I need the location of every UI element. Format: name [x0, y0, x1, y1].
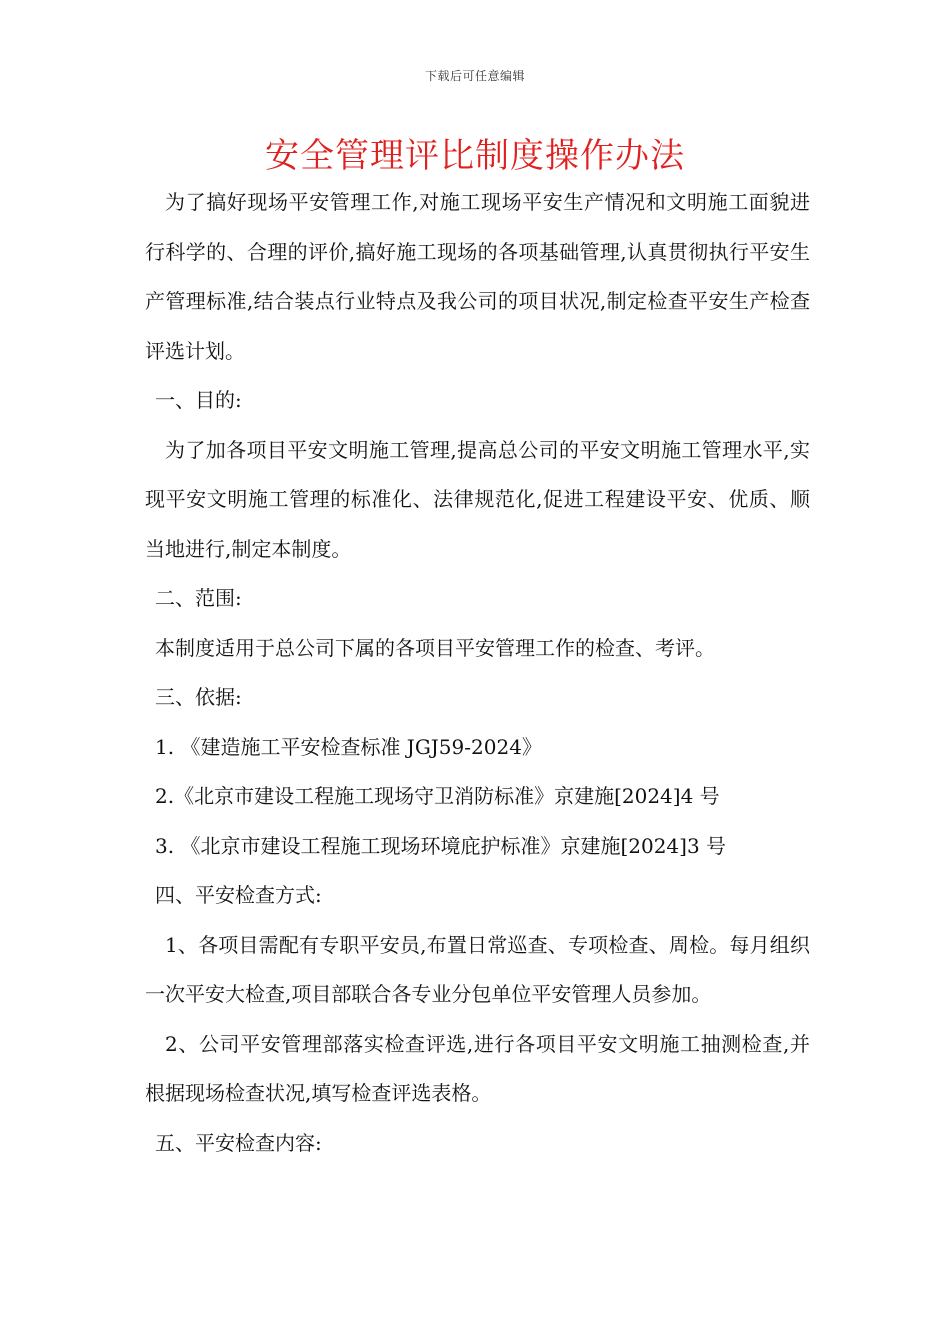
section-2-body: 本制度适用于总公司下属的各项目平安管理工作的检查、考评。 — [155, 635, 715, 660]
section-1-heading: 一、目的: — [155, 388, 242, 412]
header-note: 下载后可任意编辑 — [424, 69, 525, 83]
section-4-item-1: 1、各项目需配有专职平安员,布置日常巡查、专项检查、周检。每月组织一次平安大检查,项目部联合各专业分包单位平安管理人员参加。 — [145, 932, 810, 1006]
section-3-heading: 三、依据: — [155, 685, 242, 709]
section-4-heading: 四、平安检查方式: — [155, 883, 322, 907]
section-3-item-2: 2.《北京市建设工程施工现场守卫消防标准》京建施[2024]4 号 — [155, 784, 720, 808]
intro-paragraph: 为了搞好现场平安管理工作,对施工现场平安生产情况和文明施工面貌进行科学的、合理的评价,搞好施工现场的各项基础管理,认真贯彻执行平安生产管理标准,结合装点行业特点及我公司的项目状况,制定检查平安生产检查评选计划。 — [145, 190, 810, 363]
section-4-item-2: 2、公司平安管理部落实检查评选,进行各项目平安文明施工抽测检查,并根据现场检查状况,填写检查评选表格。 — [145, 1031, 810, 1105]
section-2-heading: 二、范围: — [155, 586, 242, 610]
section-1-body: 为了加各项目平安文明施工管理,提高总公司的平安文明施工管理水平,实现平安文明施工管理的标准化、法律规范化,促进工程建设平安、优质、顺当地进行,制定本制度。 — [145, 437, 810, 561]
section-3-item-3: 3. 《北京市建设工程施工现场环境庇护标准》京建施[2024]3 号 — [155, 833, 727, 858]
document-body — [145, 178, 810, 1168]
document-title: 安全管理评比制度操作办法 — [265, 136, 685, 176]
section-5-heading: 五、平安检查内容: — [155, 1130, 322, 1155]
section-3-item-1: 1. 《建造施工平安检查标准 JGJ59-2024》 — [155, 734, 542, 759]
